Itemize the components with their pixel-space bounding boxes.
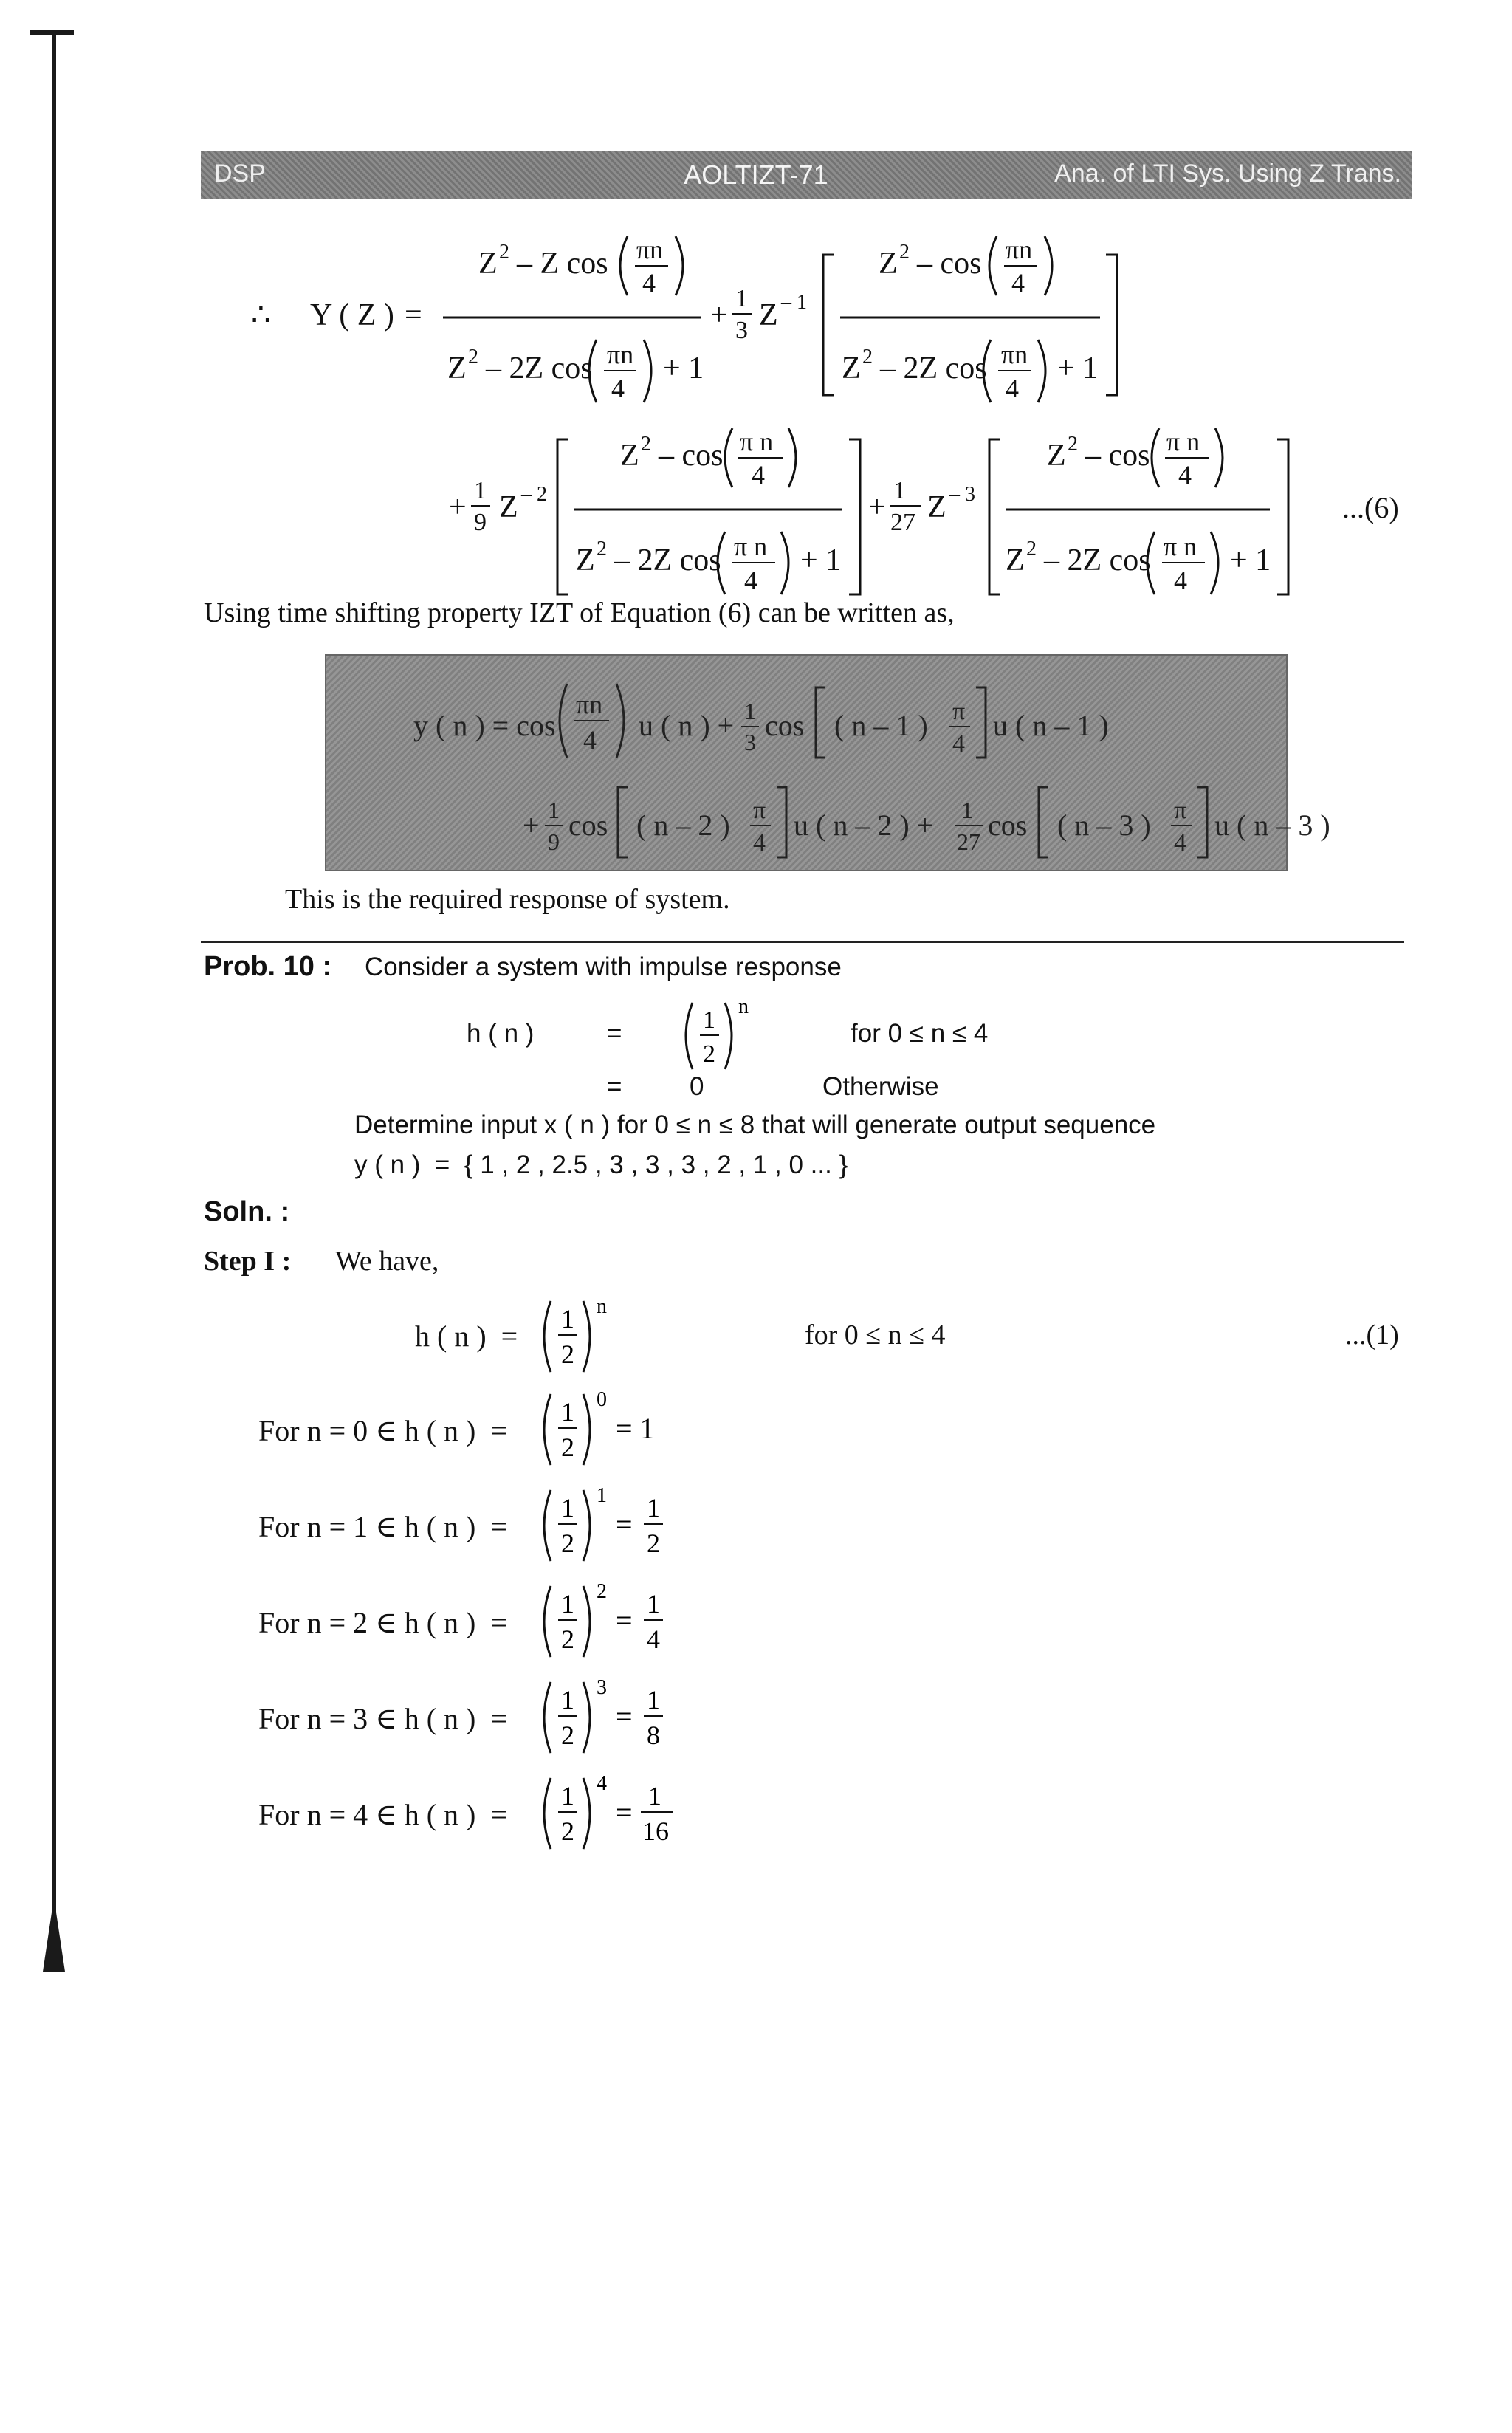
svg-text:4: 4: [1174, 566, 1187, 595]
svg-text:1: 1: [647, 1493, 660, 1523]
svg-text:+ 1: + 1: [800, 543, 842, 577]
svg-text:Z: Z: [1047, 439, 1066, 473]
svg-text:πn: πn: [576, 690, 603, 719]
svg-text:Z: Z: [620, 439, 639, 473]
svg-text:1: 1: [548, 797, 560, 823]
svg-text:1: 1: [561, 1304, 574, 1334]
svg-text:2: 2: [703, 1040, 715, 1068]
soln-label: Soln. :: [204, 1196, 290, 1227]
lhs-YZ: Y ( Z ): [310, 298, 394, 332]
svg-text:0: 0: [597, 1388, 607, 1411]
svg-text:1: 1: [735, 285, 748, 312]
svg-text:1: 1: [961, 797, 973, 823]
svg-text:4: 4: [642, 268, 656, 298]
svg-text:( n – 3 ): ( n – 3 ): [1057, 809, 1151, 842]
svg-text:+: +: [523, 809, 540, 842]
svg-text:2: 2: [597, 1580, 607, 1603]
row-n0-value: [537, 1387, 759, 1475]
svg-text:4: 4: [611, 374, 625, 403]
svg-text:– 2Z cos: – 2Z cos: [1044, 543, 1151, 577]
svg-text:1: 1: [561, 1781, 574, 1811]
svg-text:1: 1: [893, 477, 906, 504]
svg-text:16: 16: [642, 1816, 669, 1846]
prob-statement: Consider a system with impulse response: [365, 953, 842, 981]
svg-text:1: 1: [561, 1589, 574, 1619]
row-n3-lhs: For n = 3 ∈ h ( n ) =: [258, 1702, 507, 1735]
svg-text:2: 2: [561, 1528, 574, 1558]
svg-text:– 2: – 2: [521, 483, 547, 506]
svg-text:2: 2: [647, 1528, 660, 1558]
h-condition: for 0 ≤ n ≤ 4: [850, 1019, 989, 1048]
svg-text:Z: Z: [879, 247, 898, 281]
svg-text:π: π: [753, 797, 766, 824]
svg-text:=: =: [616, 1796, 633, 1829]
svg-text:Z: Z: [499, 490, 518, 524]
svg-text:1: 1: [597, 1484, 607, 1507]
svg-text:( n – 1 ): ( n – 1 ): [834, 709, 928, 742]
row-n1-lhs: For n = 1 ∈ h ( n ) =: [258, 1510, 507, 1543]
determine-text: Determine input x ( n ) for 0 ≤ n ≤ 8 that will generate output sequence: [354, 1111, 1156, 1139]
svg-text:u ( n – 1 ): u ( n – 1 ): [993, 709, 1109, 742]
svg-text:u ( n – 3 ): u ( n – 3 ): [1214, 809, 1330, 842]
svg-text:1: 1: [561, 1397, 574, 1427]
svg-text:y ( n ) = cos: y ( n ) = cos: [413, 709, 556, 742]
svg-text:27: 27: [890, 509, 915, 536]
binding-margin-foot: [43, 1912, 65, 1972]
svg-text:– 1: – 1: [781, 291, 807, 314]
svg-text:8: 8: [647, 1720, 660, 1750]
svg-text:+ 1: + 1: [1057, 351, 1099, 385]
svg-text:1: 1: [474, 477, 487, 504]
svg-text:4: 4: [1011, 268, 1025, 298]
header-right-text: Ana. of LTI Sys. Using Z Trans.: [1054, 159, 1401, 188]
svg-text:+ 1: + 1: [1230, 543, 1271, 577]
svg-text:Z: Z: [576, 543, 595, 577]
svg-text:+: +: [710, 298, 728, 332]
svg-text:π n: π n: [740, 427, 774, 456]
svg-text:4: 4: [1178, 460, 1192, 490]
svg-text:2: 2: [561, 1720, 574, 1750]
svg-text:1: 1: [561, 1493, 574, 1523]
boxed-equation: [325, 654, 1330, 868]
step1-text: We have,: [335, 1246, 439, 1277]
svg-text:– 3: – 3: [949, 483, 975, 506]
svg-text:πn: πn: [636, 235, 664, 264]
svg-text:1: 1: [647, 1589, 660, 1619]
h-otherwise: Otherwise: [822, 1072, 939, 1101]
svg-text:1: 1: [703, 1006, 715, 1034]
h-equals-2: =: [607, 1072, 622, 1101]
svg-text:1: 1: [744, 698, 756, 724]
svg-text:– 2Z cos: – 2Z cos: [614, 543, 721, 577]
shift-property-text: Using time shifting property IZT of Equation (6) can be written as,: [204, 597, 955, 628]
required-response-text: This is the required response of system.: [285, 884, 730, 915]
svg-text:=: =: [405, 298, 422, 332]
svg-text:+ 1: + 1: [663, 351, 704, 385]
svg-text:π n: π n: [734, 532, 768, 561]
svg-text:+: +: [868, 490, 886, 524]
section-divider: [201, 941, 1404, 943]
row-n0-lhs: For n = 0 ∈ h ( n ) =: [258, 1414, 507, 1447]
header-left-text: DSP: [214, 159, 266, 188]
h-half-power-n: [679, 997, 768, 1078]
h-def-half-power: [537, 1294, 626, 1382]
svg-text:( n – 2 ): ( n – 2 ): [636, 809, 730, 842]
svg-text:Z: Z: [759, 298, 778, 332]
svg-text:2: 2: [1026, 538, 1037, 560]
svg-text:– cos: – cos: [1085, 439, 1150, 473]
svg-text:1: 1: [647, 1685, 660, 1715]
row-n1-value: [537, 1483, 759, 1571]
svg-text:4: 4: [583, 725, 597, 755]
svg-text:2: 2: [561, 1339, 574, 1369]
svg-text:– 2Z cos: – 2Z cos: [486, 351, 593, 385]
svg-text:1: 1: [648, 1781, 662, 1811]
svg-text:4: 4: [753, 829, 766, 857]
svg-text:1: 1: [561, 1685, 574, 1715]
prob-label: Prob. 10 :: [204, 951, 332, 982]
svg-text:π n: π n: [1166, 427, 1200, 456]
therefore-symbol: ∴: [251, 298, 271, 332]
h-def-condition: for 0 ≤ n ≤ 4: [805, 1320, 946, 1351]
row-n4-value: [537, 1771, 759, 1859]
header-center-text: AOLTIZT-71: [684, 159, 828, 190]
svg-text:– cos: – cos: [917, 247, 982, 281]
svg-text:2: 2: [468, 346, 478, 368]
svg-text:Z: Z: [1006, 543, 1025, 577]
output-sequence: y ( n ) = { 1 , 2 , 2.5 , 3 , 3 , 3 , 2 , 1 , 0 ... }: [354, 1150, 848, 1179]
equation-6: [0, 214, 1512, 605]
svg-text:9: 9: [548, 828, 560, 855]
row-n2-value: [537, 1579, 759, 1667]
svg-text:cos: cos: [988, 809, 1028, 842]
equation-label-6: ...(6): [1342, 491, 1399, 524]
svg-text:π: π: [952, 698, 966, 725]
svg-text:4: 4: [744, 566, 757, 595]
svg-text:9: 9: [474, 509, 487, 536]
svg-text:2: 2: [641, 433, 651, 456]
svg-text:πn: πn: [1001, 340, 1028, 369]
svg-text:π: π: [1174, 797, 1187, 824]
svg-text:=: =: [616, 1604, 633, 1637]
svg-text:4: 4: [1006, 374, 1019, 403]
h-lhs: h ( n ): [467, 1019, 535, 1048]
svg-text:4: 4: [597, 1772, 607, 1795]
svg-text:– 2Z cos: – 2Z cos: [880, 351, 987, 385]
svg-text:4: 4: [647, 1624, 660, 1654]
svg-text:n: n: [738, 995, 749, 1018]
svg-text:=: =: [616, 1508, 633, 1541]
svg-text:2: 2: [899, 241, 910, 264]
svg-text:Z: Z: [478, 247, 498, 281]
svg-text:4: 4: [752, 460, 765, 490]
equation-label-1: ...(1): [1345, 1320, 1399, 1351]
svg-text:Z: Z: [842, 351, 861, 385]
h-zero: 0: [690, 1072, 704, 1101]
svg-text:u ( n – 2 ) +: u ( n – 2 ) +: [794, 809, 934, 842]
svg-text:cos: cos: [765, 709, 805, 742]
svg-text:– cos: – cos: [659, 439, 724, 473]
svg-text:27: 27: [957, 828, 980, 855]
svg-text:Z: Z: [447, 351, 467, 385]
svg-text:2: 2: [1068, 433, 1078, 456]
svg-text:3: 3: [744, 729, 756, 755]
h-def-lhs: h ( n ) =: [415, 1320, 518, 1353]
svg-text:4: 4: [1174, 829, 1186, 857]
svg-text:3: 3: [735, 317, 748, 344]
svg-text:πn: πn: [1006, 235, 1033, 264]
svg-text:u ( n ) +: u ( n ) +: [639, 709, 735, 742]
svg-text:– Z cos: – Z cos: [517, 247, 608, 281]
svg-text:2: 2: [561, 1816, 574, 1846]
svg-text:+: +: [449, 490, 467, 524]
svg-text:π n: π n: [1164, 532, 1197, 561]
svg-text:n: n: [597, 1295, 607, 1318]
svg-text:= 1: = 1: [616, 1412, 655, 1445]
row-n2-lhs: For n = 2 ∈ h ( n ) =: [258, 1606, 507, 1639]
svg-text:2: 2: [597, 538, 607, 560]
svg-text:2: 2: [561, 1432, 574, 1462]
svg-text:2: 2: [862, 346, 873, 368]
step1-label: Step I :: [204, 1246, 292, 1277]
svg-text:3: 3: [597, 1676, 607, 1699]
svg-text:cos: cos: [568, 809, 608, 842]
svg-text:2: 2: [561, 1624, 574, 1654]
svg-text:4: 4: [952, 730, 965, 758]
svg-text:=: =: [616, 1700, 633, 1733]
svg-text:πn: πn: [607, 340, 634, 369]
row-n3-value: [537, 1675, 759, 1763]
svg-text:Z: Z: [927, 490, 946, 524]
svg-text:2: 2: [499, 241, 509, 264]
binding-margin-cap: [30, 30, 74, 35]
row-n4-lhs: For n = 4 ∈ h ( n ) =: [258, 1798, 507, 1831]
h-equals: =: [607, 1019, 622, 1048]
